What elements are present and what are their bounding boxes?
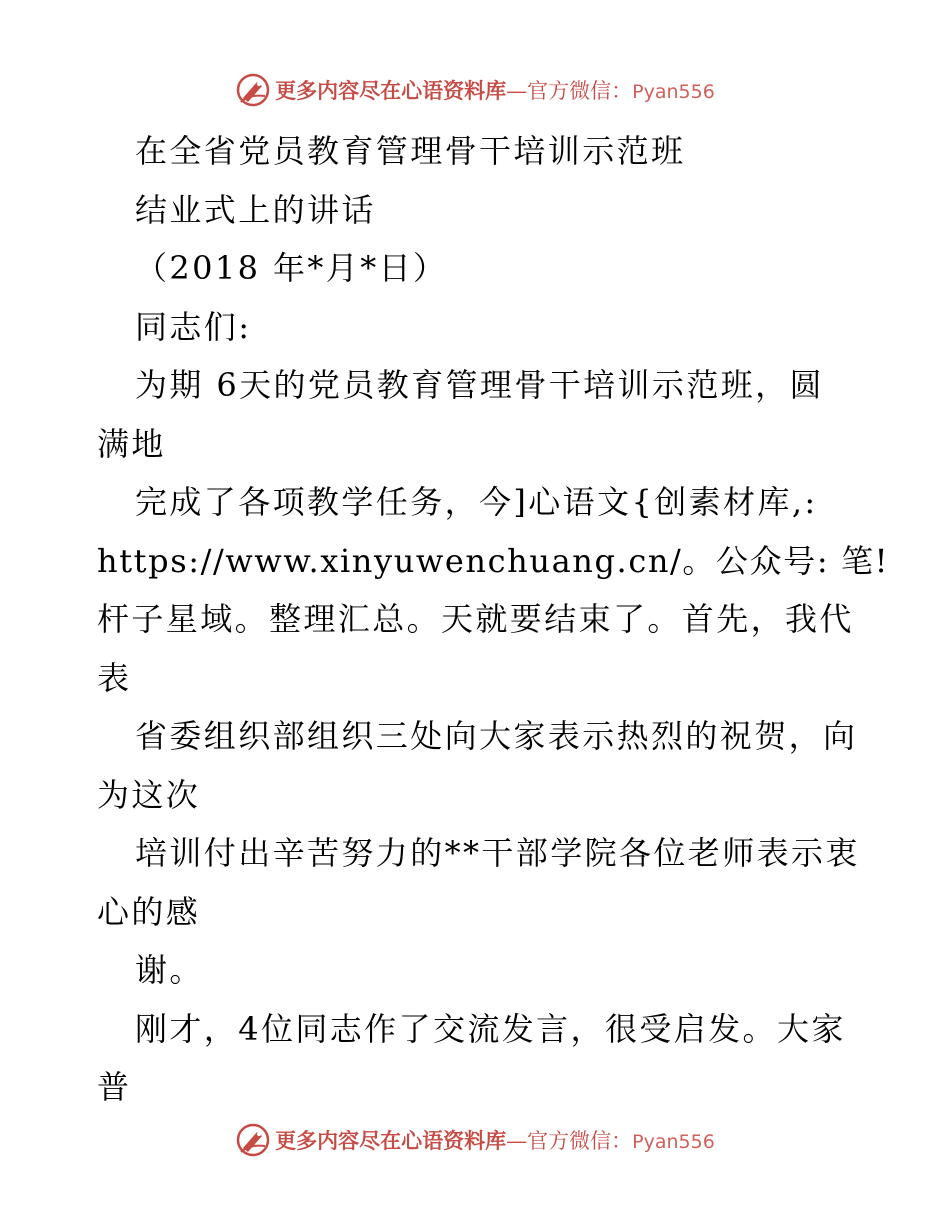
banner-wechat-label: 官方微信：	[527, 1129, 633, 1153]
pen-logo-icon	[235, 1122, 271, 1158]
text-line: 结业式上的讲话	[135, 190, 376, 229]
banner-dash: —	[506, 1129, 528, 1153]
text-line: 满地	[97, 424, 166, 463]
header-banner	[0, 70, 950, 110]
text-line: 省委组织部组织三处向大家表示热烈的祝贺，向	[135, 717, 858, 755]
banner-title: 更多内容尽在心语资料库	[275, 78, 507, 103]
text-line: 心的感	[97, 892, 201, 931]
text-line: 同志们:	[135, 307, 252, 346]
text-line: 普	[97, 1068, 132, 1106]
text-line: 完成了各项教学任务，今]心语文{创素材库,:	[135, 483, 818, 521]
banner-dash: —	[506, 79, 528, 103]
banner-title: 更多内容尽在心语资料库	[275, 1128, 507, 1153]
pen-logo-icon	[235, 72, 271, 108]
text-line: （2018 年*月*日）	[135, 249, 448, 287]
text-line: 培训付出辛苦努力的**干部学院各位老师表示衷	[135, 834, 860, 872]
document-body	[97, 122, 890, 1117]
text-line: 在全省党员教育管理骨干培训示范班	[135, 132, 686, 170]
text-line: 谢。	[135, 951, 204, 989]
banner-wechat-label: 官方微信：	[527, 79, 633, 103]
text-line: 刚才，4位同志作了交流发言，很受启发。大家	[135, 1009, 846, 1048]
text-line: 杆子星域。整理汇总。天就要结束了。首先，我代	[97, 600, 854, 638]
text-line: 表	[97, 658, 132, 697]
footer-banner	[0, 1120, 950, 1160]
text-line: 为期 6天的党员教育管理骨干培训示范班，圆	[135, 366, 824, 404]
banner-wechat-id: Pyan556	[632, 1131, 715, 1153]
text-line: 为这次	[97, 775, 201, 814]
text-line: https://www.xinyuwenchuang.cn/。公众号: 笔!	[97, 541, 890, 580]
banner-wechat-id: Pyan556	[632, 81, 715, 103]
